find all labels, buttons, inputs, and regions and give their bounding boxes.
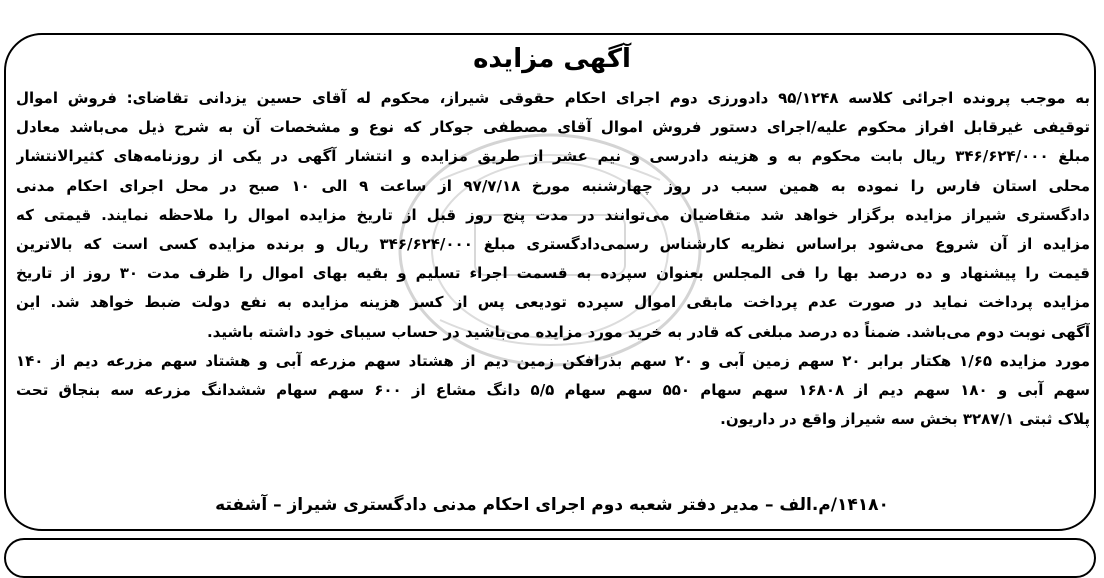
body-line: مزایده پرداخت نماید در صورت عدم پرداخت مابقی اموال سپرده تودیعی پس از کسر هزینه مزایده به نفع دولت ضبط خواهد شد. این xyxy=(16,293,1090,312)
notice-title: آگهی مزایده xyxy=(473,44,631,74)
property-line: مورد مزایده ۱/۶۵ هکتار برابر ۲۰ سهم زمین آبی و ۲۰ سهم بذرافکن زمین دیم از هشتاد سهم مزرعه آبی و هشتاد سهم مزرعه دیم از ۱۴۰ xyxy=(16,351,1090,370)
body-line: محلی استان فارس را نموده به همین سبب در روز چهارشنبه مورخ ۹۷/۷/۱۸ از ساعت ۹ الی ۱۰ صبح در محل اجرای احکام مدنی xyxy=(16,176,1090,195)
body-line: به موجب پرونده اجرائی کلاسه ۹۵/۱۲۴۸ دادورزی دوم اجرای احکام حقوقی شیراز، محکوم له آقای حسین یزدانی تقاضای: فروش اموال xyxy=(16,89,1090,107)
property-line: پلاک ثبتی ۳۲۸۷/۱ بخش سه شیراز واقع در داریون. xyxy=(720,410,1090,429)
body-line: آگهی نوبت دوم می‌باشد. ضمناً ده درصد مبلغی که قادر به خرید مورد مزایده می‌باشید در حساب سیبای خود داشته باشید. xyxy=(206,322,1090,341)
body-line: قیمت را پیشنهاد و ده درصد بها را فی المجلس بعنوان سپرده به قسمت اجراء تسلیم و بقیه بهای اموال را ظرف مدت ۳۰ روز از تاریخ xyxy=(16,264,1090,283)
notice-body xyxy=(16,84,1090,434)
next-notice-border xyxy=(4,538,1096,578)
body-line: مزایده از آن شروع می‌شود براساس نظریه کارشناس رسمی‌دادگستری مبلغ ۳۴۶/۶۲۴/۰۰۰ ریال و برنده مزایده کسی است که بالاترین xyxy=(16,235,1090,254)
body-line: مبلغ ۳۴۶/۶۲۴/۰۰۰ ریال بابت محکوم به و هزینه دادرسی و نیم عشر از طریق مزایده و انتشار آگهی در یکی از روزنامه‌های کثیرالانتشار xyxy=(16,147,1090,166)
body-line: توقیفی غیرقابل افراز محکوم علیه/اجرای دستور فروش اموال آقای مصطفی جوکار که نوع و مشخصات آن به شرح ذیل می‌باشد معادل xyxy=(16,118,1090,137)
property-line: سهم آبی و ۱۸۰ سهم دیم از ۱۶۸۰۸ سهم سهام ۵۵۰ سهم سهام ۵/۵ دانگ مشاع از ۶۰۰ سهم سهام ششدانگ مزرعه سه بنجاق تحت xyxy=(16,381,1090,400)
notice-signature: ۱۴۱۸۰/م.الف – مدیر دفتر شعبه دوم اجرای احکام مدنی دادگستری شیراز – آشفته xyxy=(215,495,889,515)
body-line: دادگستری شیراز مزایده برگزار خواهد شد متقاضیان می‌توانند در مدت پنج روز قبل از تاریخ مزایده اموال را ملاحظه نمایند. قیمتی که xyxy=(16,205,1090,224)
